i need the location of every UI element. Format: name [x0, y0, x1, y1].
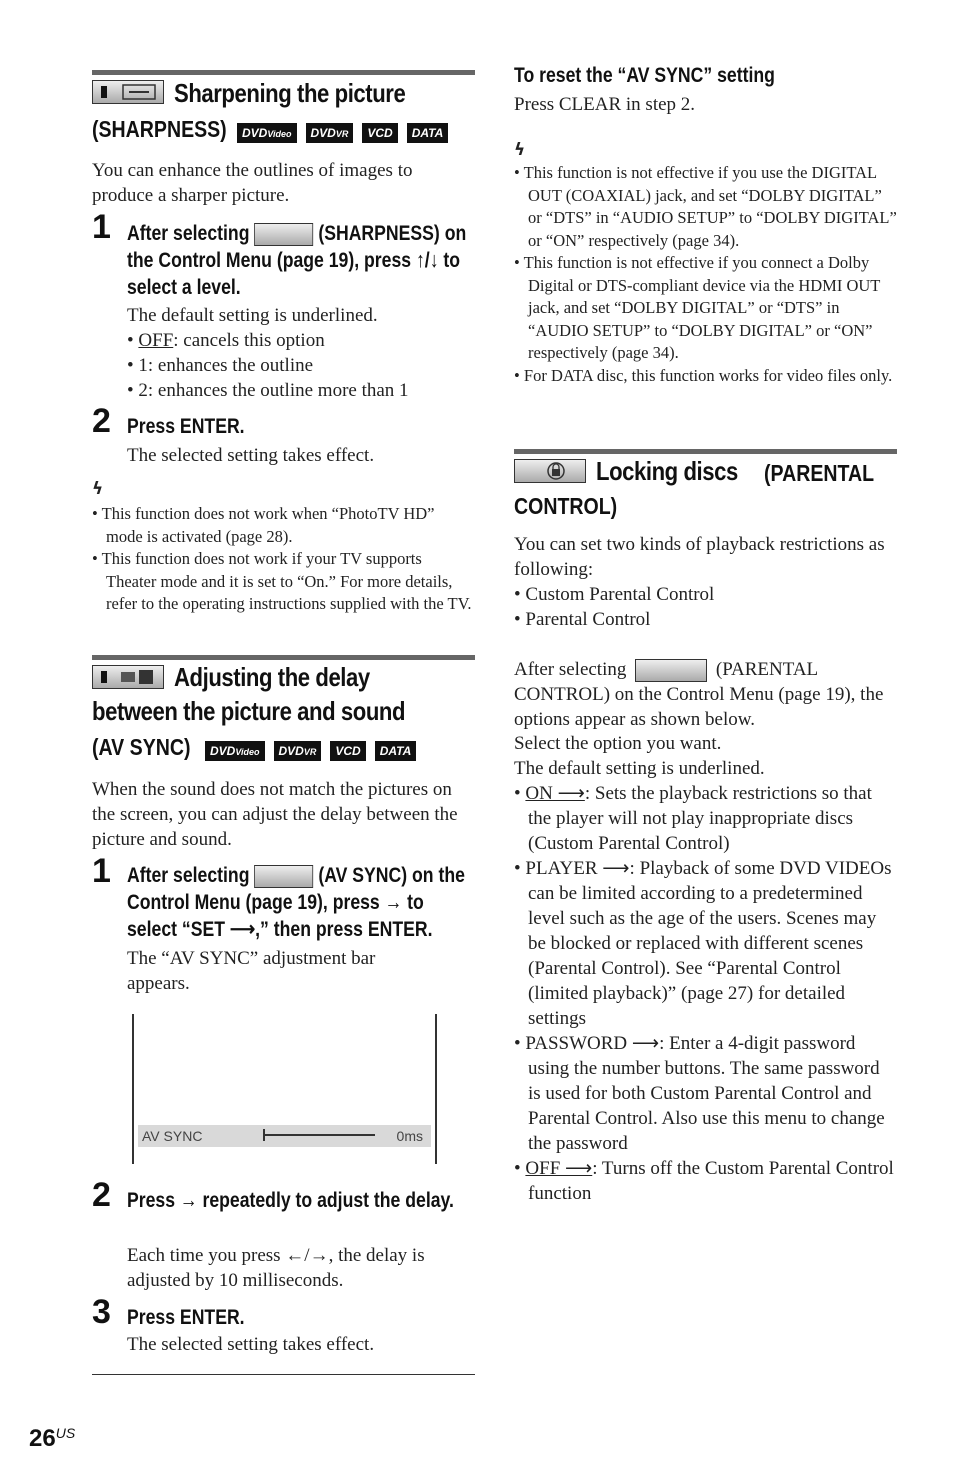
parental-icon — [514, 459, 586, 483]
list-item: • PLAYER ⟶: Playback of some DVD VIDEOs can be limited according to a predetermined level such as the age of the users. Scenes may be blocked or replaced with different scenes (Parental Control). See “Parental Control (limited playback)” (page 27) for detailed settings — [514, 858, 892, 1029]
parental-icon — [635, 659, 707, 682]
step-number: 3 — [92, 1293, 111, 1331]
sharpness-step2-heading: Press ENTER. — [127, 414, 245, 438]
list-item: • OFF ⟶: Turns off the Custom Parental Control function — [514, 1158, 894, 1204]
avsync-bar-value: 0ms — [396, 1128, 423, 1144]
badge-dvdvr: DVDVR — [274, 741, 322, 761]
badge-data: DATA — [375, 741, 417, 761]
list-item: • This function does not work if your TV supports Theater mode and it is set to “On.” For more details, refer to the operating instructions supplied with the TV. — [92, 549, 472, 613]
list-item: • This function is not effective if you use the DIGITAL OUT (COAXIAL) jack, and set “DOLBY DIGITAL” or “DTS” in “AUDIO SETUP” to “DOLBY DIGITAL” or “ON” respectively (page 34). — [514, 163, 897, 250]
section-rule — [514, 449, 897, 454]
sharpness-icon — [254, 223, 313, 246]
divider — [92, 1374, 475, 1375]
list-item: • This function does not work when “PhotoTV HD” mode is activated (page 28). — [92, 504, 435, 546]
avsync-bar — [138, 1125, 431, 1147]
list-item: • 2: enhances the outline more than 1 — [127, 380, 409, 401]
after-selecting: After selecting (PARENTAL CONTROL) on the Control Menu (page 19), the options appear as shown below. — [514, 659, 884, 731]
avsync-step3-body: The selected setting takes effect. — [127, 1334, 375, 1355]
avsync-step1-body: The “AV SYNC” adjustment bar appears. — [127, 948, 376, 994]
default-note: The default setting is underlined. — [127, 305, 378, 326]
list-item: • 1: enhances the outline — [127, 355, 314, 376]
slider-track — [265, 1134, 375, 1136]
avsync-bar-label: AV SYNC — [142, 1128, 203, 1144]
sharpness-subtitle: (SHARPNESS) — [92, 116, 227, 142]
note-icon: ϟ — [514, 140, 526, 160]
locking-intro: You can set two kinds of playback restrictions as following: — [514, 534, 885, 580]
reset-heading: To reset the “AV SYNC” setting — [514, 63, 775, 87]
sharpness-title: Sharpening the picture — [174, 78, 406, 108]
list-item: • Custom Parental Control — [514, 584, 715, 605]
badge-data: DATA — [407, 123, 449, 143]
avsync-step2-heading: Press → repeatedly to adjust the delay. — [127, 1188, 454, 1212]
kinds-list — [514, 582, 897, 632]
step-number: 2 — [92, 1176, 111, 1214]
sharpness-step2-body: The selected setting takes effect. — [127, 445, 375, 466]
badge-dvdvr: DVDVR — [306, 123, 354, 143]
option-list — [127, 328, 477, 403]
avsync-subtitle: (AV SYNC) — [92, 734, 191, 760]
list-item: • For DATA disc, this function works for video files only. — [514, 365, 893, 385]
sharpness-icon — [92, 80, 164, 104]
locking-title: Locking discs — [596, 456, 738, 486]
list-item: • Parental Control — [514, 609, 651, 630]
step-number: 1 — [92, 208, 111, 246]
badge-vcd: VCD — [330, 741, 365, 761]
avsync-notes — [514, 162, 897, 387]
avsync-intro: When the sound does not match the pictures on the screen, you can adjust the delay between the picture and sound. — [92, 779, 458, 850]
avsync-step3-heading: Press ENTER. — [127, 1305, 245, 1329]
avsync-step1-heading: After selecting (AV SYNC) on the Control Menu (page 19), press → to select “SET ⟶,” then press ENTER. — [127, 863, 465, 941]
options-list — [514, 781, 897, 1206]
badge-vcd: VCD — [362, 123, 397, 143]
sharpness-step1-heading: After selecting (SHARPNESS) on the Control Menu (page 19), press ↑/↓ to select a level. — [127, 221, 467, 299]
reset-body: Press CLEAR in step 2. — [514, 94, 696, 115]
select-text: Select the option you want. — [514, 733, 722, 754]
list-item: • PASSWORD ⟶: Enter a 4-digit password using the number buttons. The same password is used for both Custom Parental Control and Parental Control. Also use this menu to change the password — [514, 1033, 885, 1154]
locking-subtitle-b: CONTROL) — [514, 493, 618, 519]
page-number: 26US — [29, 1425, 76, 1452]
avsync-screen — [132, 1014, 437, 1164]
locking-subtitle-a: (PARENTAL — [764, 460, 875, 486]
sharpness-notes — [92, 503, 475, 616]
badge-dvdvideo: DVDVideo — [205, 741, 265, 761]
section-rule — [92, 655, 475, 660]
avsync-step2-body: Each time you press ←/→, the delay is adjusted by 10 milliseconds. — [127, 1245, 425, 1291]
step-number: 1 — [92, 852, 111, 890]
note-icon: ϟ — [92, 479, 104, 499]
default-text: The default setting is underlined. — [514, 758, 765, 779]
list-item: • ON ⟶: Sets the playback restrictions so that the player will not play inappropriate discs (Custom Parental Control) — [514, 783, 872, 854]
avsync-icon — [92, 665, 164, 689]
section-rule — [92, 70, 475, 75]
avsync-title-line2: between the picture and sound — [92, 696, 406, 726]
list-item: • OFF: cancels this option — [127, 330, 325, 351]
avsync-title-line1: Adjusting the delay — [174, 662, 370, 692]
badge-dvdvideo: DVDVideo — [237, 123, 297, 143]
list-item: • This function is not effective if you connect a Dolby Digital or DTS-compliant device via the HDMI OUT jack, and set “DOLBY DIGITAL” or “DTS” in “AUDIO SETUP” to “DOLBY DIGITAL” or “ON” respectively (page 34). — [514, 253, 881, 362]
step-number: 2 — [92, 402, 111, 440]
avsync-icon — [254, 865, 313, 888]
sharpness-intro: You can enhance the outlines of images to produce a sharper picture. — [92, 160, 413, 206]
